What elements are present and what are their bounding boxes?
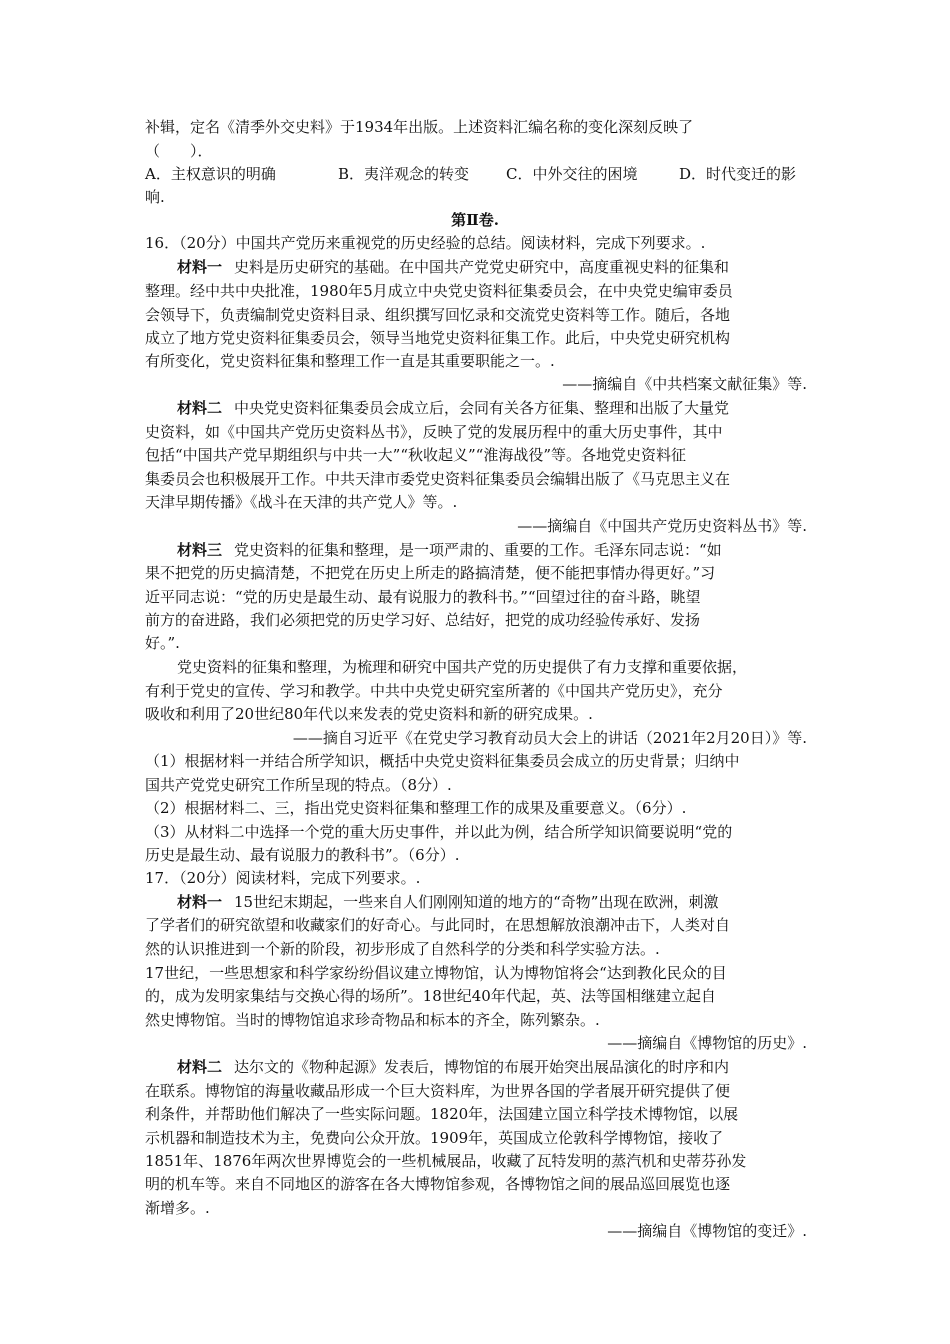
q17-material-1-source: ——摘编自《博物馆的历史》. xyxy=(607,1034,807,1052)
q17-material-2-source: ——摘编自《博物馆的变迁》. xyxy=(607,1222,807,1240)
material-label: 材料三 xyxy=(177,541,223,559)
material-label: 材料一 xyxy=(177,893,223,911)
text-line: 会领导下，负责编制党史资料目录、组织撰写回忆录和交流党史资料等工作。随后，各地 xyxy=(145,306,731,324)
q16-material-2-first-line: 材料二 中央党史资料征集委员会成立后，会同有关各方征集、整理和出版了大量党 xyxy=(177,399,730,417)
q16-material-3-first-line: 材料三 党史资料的征集和整理，是一项严肃的、重要的工作。毛泽东同志说：“如 xyxy=(177,541,722,559)
q16-question-3-cont: 历史是最生动、最有说服力的教科书”。（6分）. xyxy=(145,846,460,864)
text-line: 示机器和制造技术为主，免费向公众开放。1909年，英国成立伦敦科学博物馆，接收了 xyxy=(145,1129,724,1147)
material-label: 材料二 xyxy=(177,1058,223,1076)
text-line: 集委员会也积极展开工作。中共天津市委党史资料征集委员会编辑出版了《马克思主义在 xyxy=(145,470,731,488)
q16-question-2: （2）根据材料二、三，指出党史资料征集和整理工作的成果及重要意义。（6分）. xyxy=(145,799,687,817)
text-line: 吸收和利用了20世纪80年代以来发表的党史资料和新的研究成果。. xyxy=(145,705,593,723)
q16-question-3: （3）从材料二中选择一个党的重大历史事件，并以此为例，结合所学知识简要说明“党的 xyxy=(145,823,733,841)
q17-material-1-first-line: 材料一 15世纪末期起，一些来自人们刚刚知道的地方的“奇物”出现在欧洲，刺激 xyxy=(177,893,719,911)
text-line: 整理。经中共中央批准，1980年5月成立中央党史资料征集委员会，在中央党史编审委员 xyxy=(145,282,733,300)
text-line: 包括“中国共产党早期组织与中共一大”“秋收起义”“淮海战役”等。各地党史资料征 xyxy=(145,446,687,464)
option-d-tail: 响. xyxy=(145,188,165,206)
text-line: 在联系。博物馆的海量收藏品形成一个巨大资料库，为世界各国的学者展开研究提供了便 xyxy=(145,1082,731,1100)
option-a: A．主权意识的明确 xyxy=(145,165,276,183)
text-line: 然的认识推进到一个新的阶段，初步形成了自然科学的分类和科学实验方法。. xyxy=(145,940,660,958)
text-line: 近平同志说：“党的历史是最生动、最有说服力的教科书。”“回望过往的奋斗路，眺望 xyxy=(145,588,701,606)
q16-question-1: （1）根据材料一并结合所学知识，概括中央党史资料征集委员会成立的历史背景；归纳中 xyxy=(145,752,740,770)
option-d: D．时代变迁的影 xyxy=(679,165,797,183)
q16-material-1-first-line: 材料一 史料是历史研究的基础。在中国共产党党史研究中，高度重视史料的征集和 xyxy=(177,258,730,276)
q16-question-1-cont: 国共产党党史研究工作所呈现的特点。（8分）. xyxy=(145,776,452,794)
text-line: 明的机车等。来自不同地区的游客在各大博物馆参观，各博物馆之间的展品巡回展览也逐 xyxy=(145,1175,731,1193)
q15-text-line: 补辑，定名《清季外交史料》于1934年出版。上述资料汇编名称的变化深刻反映了 xyxy=(145,118,694,136)
material-label: 材料一 xyxy=(177,258,223,276)
q16-material-1-source: ——摘编自《中共档案文献征集》等. xyxy=(562,375,807,393)
text-line: 成立了地方党史资料征集委员会，领导当地党史资料征集工作。此后，中央党史研究机构 xyxy=(145,329,731,347)
text-line: 天津早期传播》《战斗在天津的共产党人》等。. xyxy=(145,493,458,511)
q16-material-2-source: ——摘编自《中国共产党历史资料丛书》等. xyxy=(517,517,807,535)
text-line: 利条件，并帮助他们解决了一些实际问题。1820年，法国建立国立科学技术博物馆，以展 xyxy=(145,1105,739,1123)
q16-material-3-source: ——摘自习近平《在党史学习教育动员大会上的讲话（2021年2月20日）》等. xyxy=(292,729,807,747)
text-line: 渐增多。. xyxy=(145,1199,210,1217)
option-b: B．夷洋观念的转变 xyxy=(338,165,470,183)
section-title: 第Ⅱ卷. xyxy=(451,211,499,229)
text-line: 有利于党史的宣传、学习和教学。中共中央党史研究室所著的《中国共产党历史》，充分 xyxy=(145,682,723,700)
text-line: 的，成为发明家集结与交换心得的场所”。18世纪40年代起，英、法等国相继建立起自 xyxy=(145,987,716,1005)
option-c: C．中外交往的困境 xyxy=(506,165,638,183)
text-line: 有所变化，党史资料征集和整理工作一直是其重要职能之一。. xyxy=(145,352,555,370)
text-line: 然史博物馆。当时的博物馆追求珍奇物品和标本的齐全，陈列繁杂。. xyxy=(145,1011,600,1029)
text-line: 1851年、1876年两次世界博览会的一些机械展品，收藏了瓦特发明的蒸汽机和史蒂芬孙发 xyxy=(145,1152,747,1170)
q17-material-2-first-line: 材料二 达尔文的《物种起源》发表后，博物馆的布展开始突出展品演化的时序和内 xyxy=(177,1058,730,1076)
text-line: 党史资料的征集和整理，为梳理和研究中国共产党的历史提供了有力支撑和重要依据， xyxy=(177,658,748,676)
q15-answer-blank: （ ）． xyxy=(145,142,213,160)
q17-stem: 17．（20分）阅读材料，完成下列要求。. xyxy=(145,869,421,887)
text-line: 史资料，如《中国共产党历史资料丛书》，反映了党的发展历程中的重大历史事件，其中 xyxy=(145,423,723,441)
text-line: 前方的奋进路，我们必须把党的历史学习好、总结好，把党的成功经验传承好、发扬 xyxy=(145,611,701,629)
text-line: 了学者们的研究欲望和收藏家们的好奇心。与此同时，在思想解放浪潮冲击下，人类对自 xyxy=(145,916,731,934)
text-line: 17世纪，一些思想家和科学家纷纷倡议建立博物馆，认为博物馆将会“达到教化民众的目 xyxy=(145,964,727,982)
q15-options xyxy=(145,162,796,186)
text-line: 好。”. xyxy=(145,634,180,652)
text-line: 果不把党的历史搞清楚，不把党在历史上所走的路搞清楚，便不能把事情办得更好。”习 xyxy=(145,564,716,582)
q16-stem: 16．（20分）中国共产党历来重视党的历史经验的总结。阅读材料，完成下列要求。. xyxy=(145,234,706,252)
material-label: 材料二 xyxy=(177,399,223,417)
